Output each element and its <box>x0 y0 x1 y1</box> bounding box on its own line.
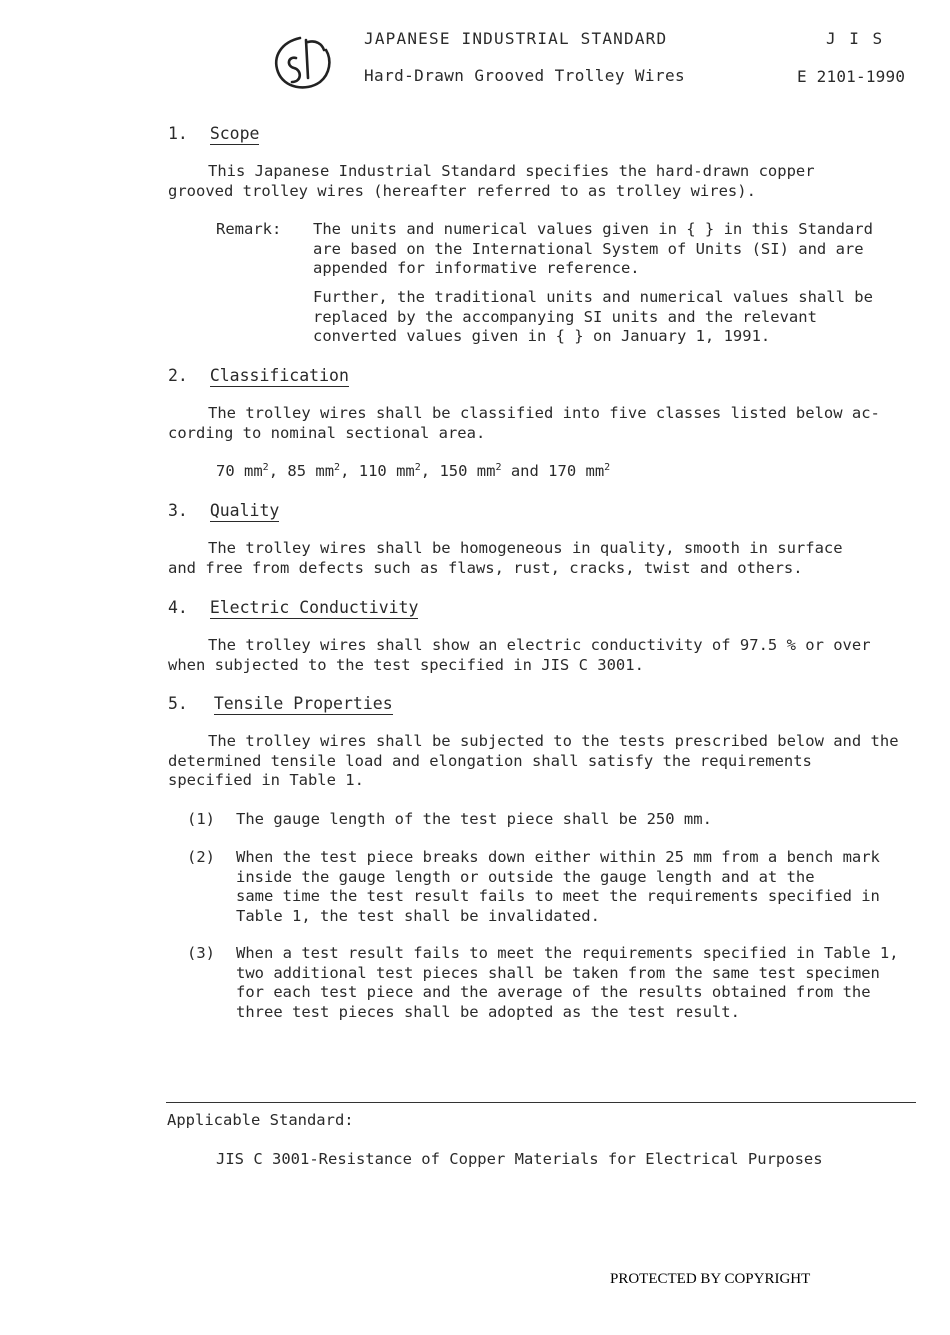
area-value: 110 mm <box>358 462 415 480</box>
quality-paragraph <box>168 539 843 578</box>
list-item <box>236 810 712 830</box>
text-line: when subjected to the test specified in JIS C 3001. <box>168 655 644 674</box>
conjunction: and <box>501 462 549 480</box>
section-3-heading <box>168 501 279 520</box>
section-number: 4. <box>168 598 188 617</box>
section-5-heading <box>168 694 393 713</box>
separator: , <box>340 462 359 480</box>
text-line: The gauge length of the test piece shall be 250 mm. <box>236 810 712 828</box>
sectional-area-list <box>216 462 610 480</box>
text-line: When the test piece breaks down either within 25 mm from a bench mark <box>236 848 880 866</box>
section-number: 3. <box>168 501 188 520</box>
separator: , <box>268 462 288 480</box>
text-line: for each test piece and the average of the results obtained from the <box>236 983 871 1001</box>
separator: , <box>420 462 440 480</box>
area-value: 70 mm <box>216 462 263 480</box>
text-line: determined tensile load and elongation shall satisfy the requirements <box>168 751 812 770</box>
section-2-heading <box>168 366 349 385</box>
text-line: This Japanese Industrial Standard specifies the hard-drawn copper <box>208 162 815 180</box>
superscript: 2 <box>334 462 341 473</box>
list-item <box>236 944 899 1022</box>
section-title: Electric Conductivity <box>209 598 419 617</box>
scope-paragraph <box>168 162 815 201</box>
superscript: 2 <box>262 462 269 473</box>
section-title: Quality <box>209 501 280 520</box>
standard-number: E 2101-1990 <box>797 67 906 86</box>
doc-title: Hard-Drawn Grooved Trolley Wires <box>364 66 686 85</box>
list-item-number: (3) <box>187 944 215 962</box>
footer-divider <box>166 1102 916 1103</box>
text-line: Further, the traditional units and numerical values shall be <box>313 288 873 306</box>
superscript: 2 <box>604 462 611 473</box>
area-value: 150 mm <box>439 462 496 480</box>
org-title: JAPANESE INDUSTRIAL STANDARD <box>364 29 668 48</box>
text-line: inside the gauge length or outside the gauge length and at the <box>236 867 815 886</box>
classification-paragraph <box>168 404 880 443</box>
section-title: Scope <box>209 124 260 143</box>
area-value: 170 mm <box>548 462 605 480</box>
text-line: When a test result fails to meet the requirements specified in Table 1, <box>236 944 899 962</box>
superscript: 2 <box>495 462 502 473</box>
list-item-number: (2) <box>187 848 215 866</box>
text-line: grooved trolley wires (hereafter referred to as trolley wires). <box>168 181 756 200</box>
text-line: The trolley wires shall be homogeneous in quality, smooth in surface <box>208 539 843 557</box>
list-item <box>236 848 880 926</box>
section-number: 1. <box>168 124 188 143</box>
section-1-heading <box>168 124 259 143</box>
jis-label: J I S <box>826 29 885 48</box>
tensile-paragraph <box>168 732 899 791</box>
section-number: 5. <box>168 694 188 713</box>
text-line: and free from defects such as flaws, rust, cracks, twist and others. <box>168 558 803 577</box>
section-title: Classification <box>209 366 349 385</box>
text-line: The trolley wires shall be subjected to the tests prescribed below and the <box>208 732 899 750</box>
text-line: specified in Table 1. <box>168 771 364 789</box>
text-line: converted values given in { } on January 1, 1991. <box>313 327 771 345</box>
text-line: The trolley wires shall be classified into five classes listed below ac- <box>208 404 880 422</box>
list-item-number: (1) <box>187 810 215 828</box>
applicable-standard-reference: JIS C 3001-Resistance of Copper Materials for Electrical Purposes <box>216 1150 823 1168</box>
text-line: three test pieces shall be adopted as the test result. <box>236 1002 740 1021</box>
remark-label: Remark: <box>216 220 282 238</box>
jis-logo-icon <box>270 32 336 94</box>
text-line: cording to nominal sectional area. <box>168 423 486 442</box>
text-line: The trolley wires shall show an electric conductivity of 97.5 % or over <box>208 636 871 654</box>
conductivity-paragraph <box>168 636 871 675</box>
text-line: appended for informative reference. <box>313 259 640 277</box>
section-number: 2. <box>168 366 188 385</box>
section-4-heading <box>168 598 418 617</box>
remark-paragraph-2 <box>313 288 873 347</box>
text-line: Table 1, the test shall be invalidated. <box>236 906 600 925</box>
section-title: Tensile Properties <box>213 694 393 713</box>
text-line: replaced by the accompanying SI units and the relevant <box>313 307 817 326</box>
applicable-standard-label: Applicable Standard: <box>167 1111 354 1129</box>
text-line: same time the test result fails to meet the requirements specified in <box>236 887 880 905</box>
text-line: The units and numerical values given in { } in this Standard <box>313 220 873 238</box>
text-line: two additional test pieces shall be taken from the same test specimen <box>236 963 880 982</box>
superscript: 2 <box>414 462 421 473</box>
text-line: are based on the International System of Units (SI) and are <box>313 239 864 258</box>
area-value: 85 mm <box>287 462 335 480</box>
copyright-notice: PROTECTED BY COPYRIGHT <box>610 1271 811 1287</box>
remark-paragraph-1 <box>313 220 873 279</box>
